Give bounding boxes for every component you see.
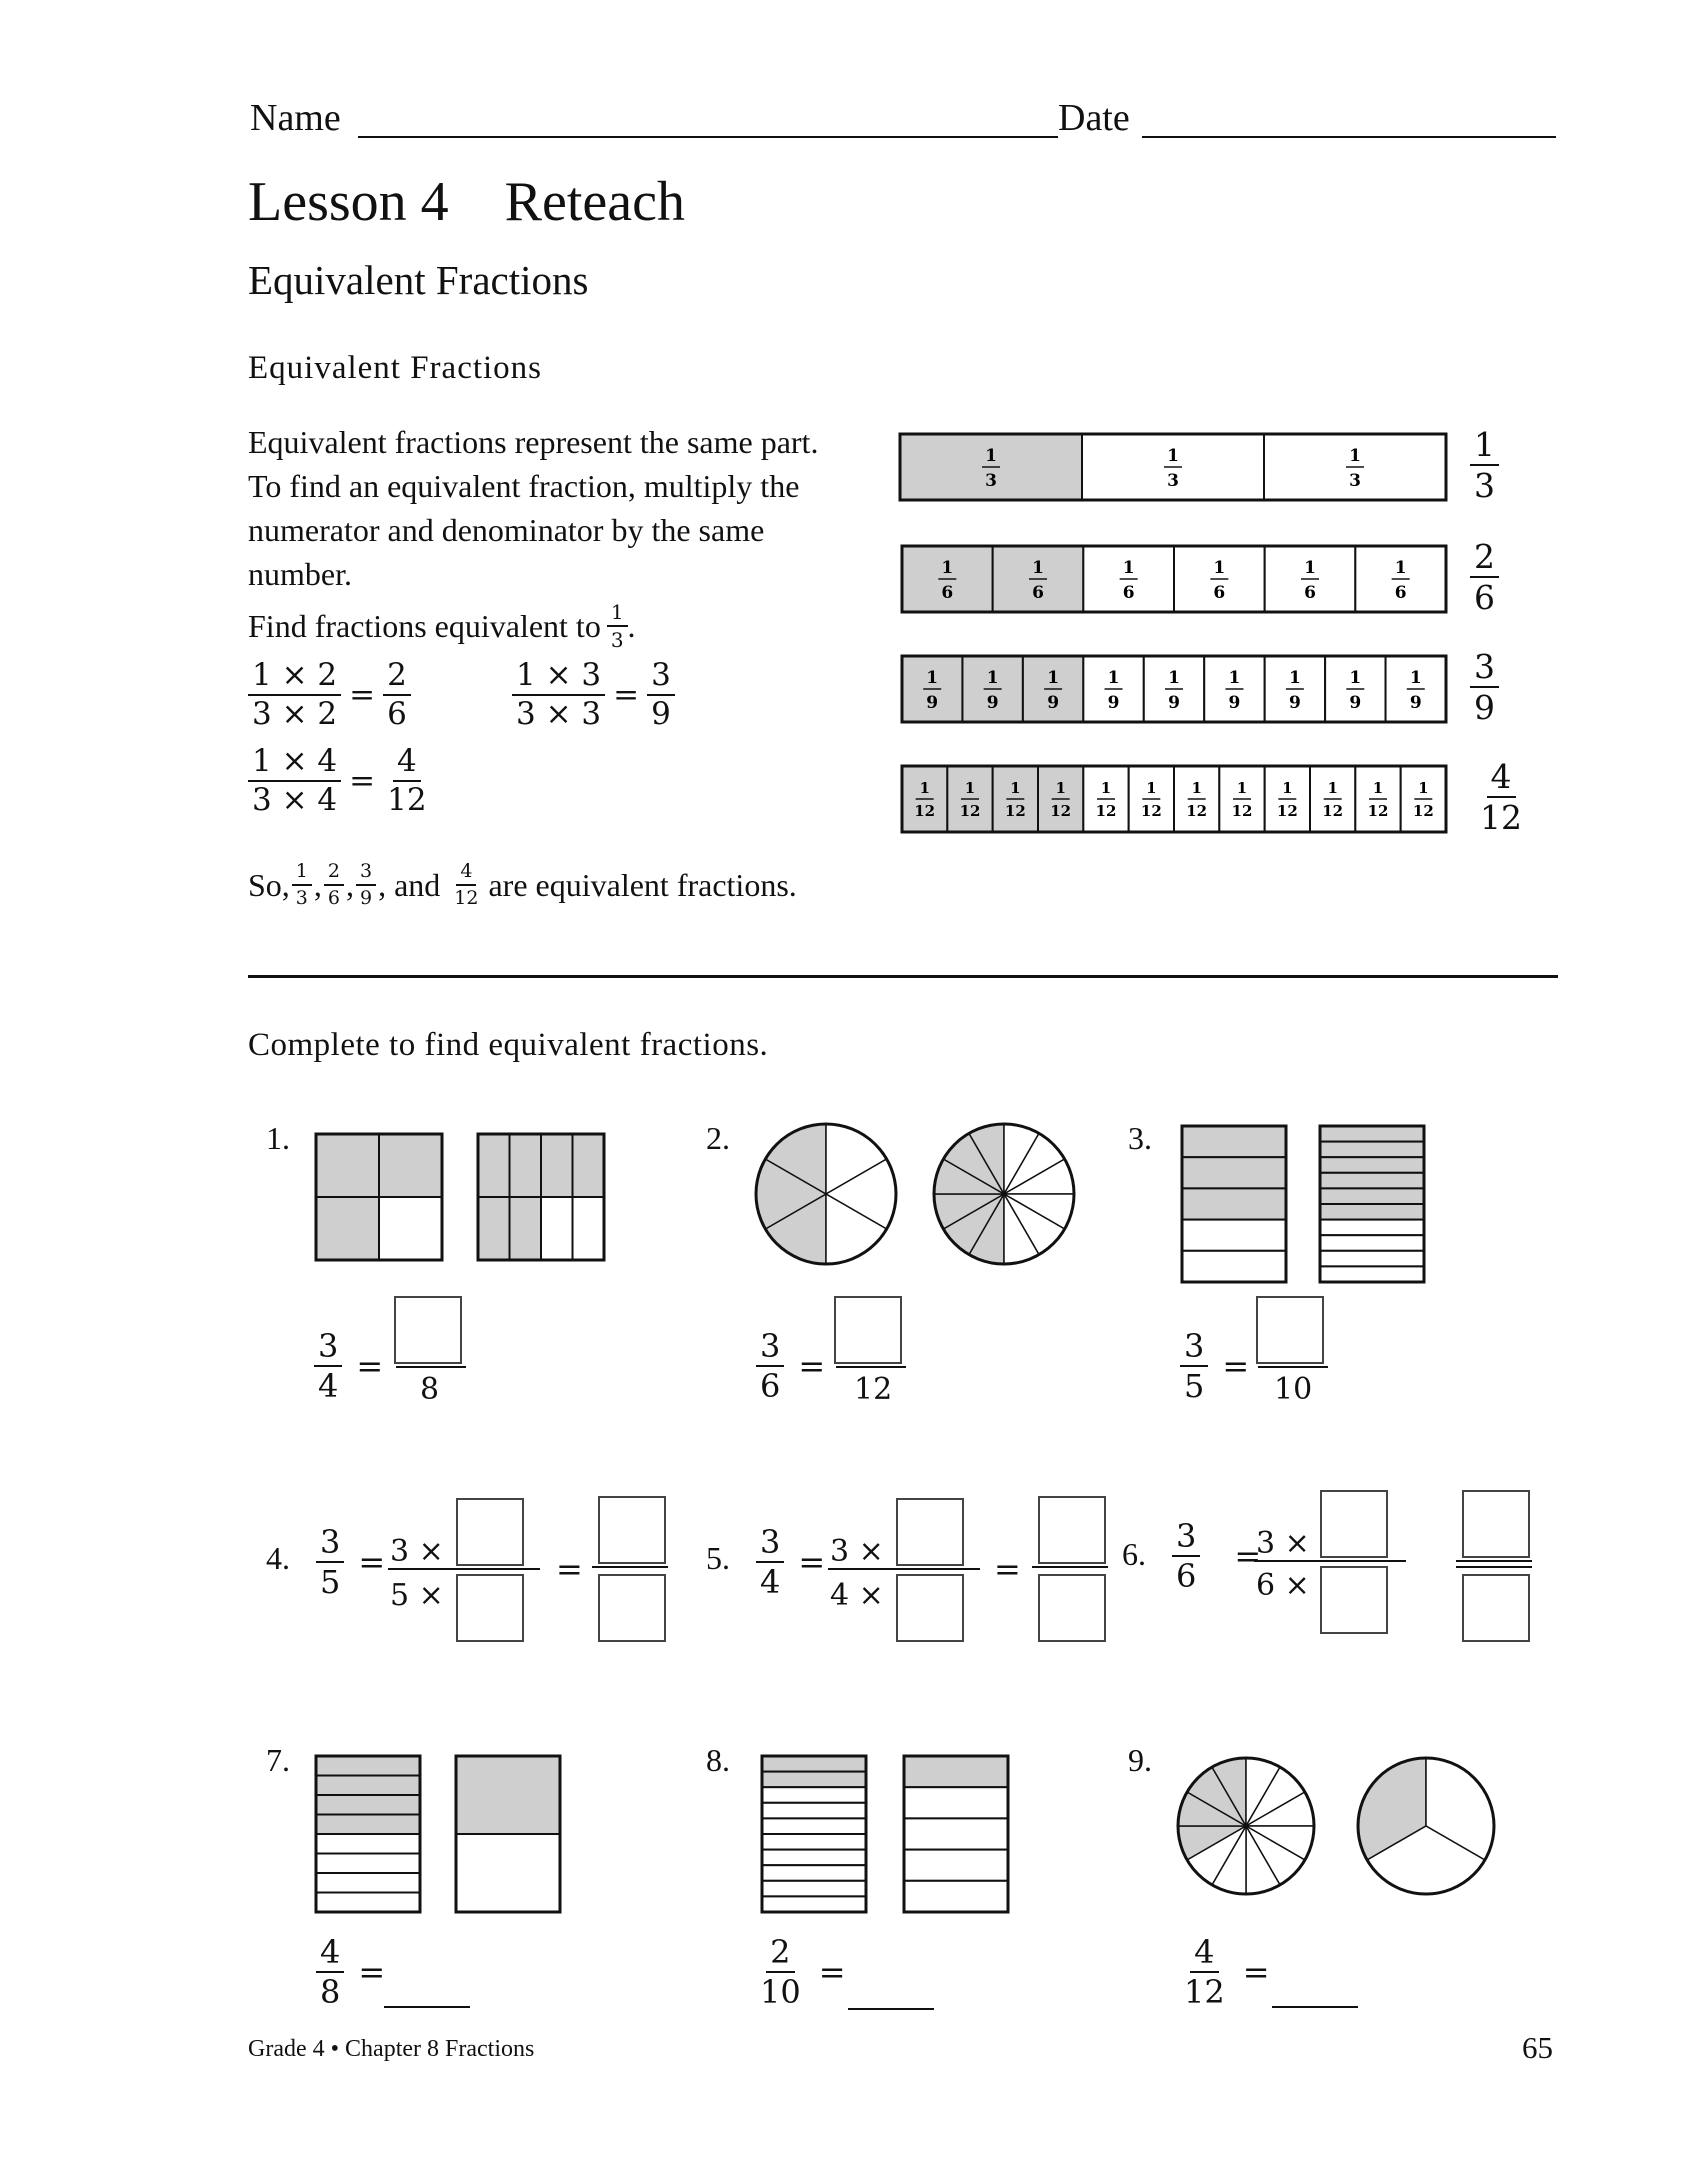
strip-cell-num: 1: [1100, 779, 1112, 797]
model-cell: [1320, 1142, 1424, 1158]
problem-1-model-a: [316, 1134, 442, 1260]
model-cell: [904, 1787, 1008, 1818]
strip-cell-num: 1: [1055, 779, 1066, 797]
fraction-bar: [1032, 1566, 1108, 1568]
result-den: 12: [387, 782, 427, 818]
result-num: 3: [647, 660, 675, 696]
given-num: 3: [316, 1526, 344, 1563]
multiplier-box-bottom[interactable]: [456, 1574, 524, 1642]
strip-cell-num: 1: [1236, 779, 1248, 797]
given-den: 6: [1176, 1557, 1197, 1595]
strip-cell-den: 12: [1186, 802, 1208, 820]
problem-5-given: [756, 1523, 826, 1601]
intro-line: Equivalent fractions represent the same part.: [248, 424, 819, 460]
target-den: 10: [1274, 1372, 1313, 1407]
strip-cell-den: 6: [1122, 583, 1135, 603]
problem-4-label: 4.: [266, 1540, 290, 1576]
given-num: 4: [316, 1936, 344, 1973]
page-number: 65: [1522, 2030, 1553, 2065]
problem-9-label: 9.: [1128, 1742, 1152, 1778]
equals-sign: =: [1242, 1953, 1270, 1991]
strip-cell-den: 9: [1228, 693, 1241, 713]
fraction-bar: [396, 1366, 466, 1368]
fraction-bar: [592, 1566, 668, 1568]
strip-label-num: 1: [1470, 428, 1499, 466]
strip-cell-num: 1: [1288, 668, 1301, 688]
given-num: 3: [756, 1526, 784, 1563]
strip-cell-num: 1: [1122, 558, 1135, 578]
model-cell: [1182, 1157, 1286, 1188]
model-cell: [1320, 1266, 1424, 1282]
model-cell: [316, 1134, 379, 1197]
strip-cell-num: 1: [941, 558, 954, 578]
answer-blank[interactable]: [384, 2006, 470, 2008]
find-line: Find fractions equivalent to $\frac{1}{3}$ .: [248, 600, 636, 652]
model-cell: [316, 1873, 420, 1893]
problem-6-label: 6.: [1122, 1536, 1146, 1572]
strip-cell-num: 1: [1349, 446, 1361, 466]
frac-num: 3: [356, 862, 376, 886]
calc-den: 3 × 2: [252, 696, 338, 732]
strip-cell-den: 6: [1304, 583, 1316, 603]
result-num: 4: [393, 746, 421, 782]
answer-box-num[interactable]: [598, 1496, 666, 1564]
strip-label-num: 4: [1487, 760, 1516, 798]
strip-cell-num: 1: [1349, 668, 1362, 688]
target-den: 8: [420, 1372, 440, 1407]
multiply-num: 3 ×: [830, 1534, 884, 1569]
strip-cell-num: 1: [1282, 779, 1293, 797]
model-cell: [316, 1815, 420, 1835]
given-num: 3: [756, 1330, 784, 1367]
multiply-den: 6 ×: [1256, 1568, 1310, 1603]
frac-num: 2: [324, 862, 344, 886]
given-den: 10: [760, 1973, 801, 2011]
so-line: So, $\frac{1}{3}$ , $\frac{2}{6}$ , $\frac{3}{9}$ , and $\frac{4}{12}$ are equivalent fractions.: [248, 860, 797, 909]
strip-cell-den: 3: [1349, 471, 1361, 491]
find-num: 1: [607, 602, 628, 627]
model-cell: [1182, 1251, 1286, 1282]
model-cell: [316, 1795, 420, 1815]
equals-sign: =: [613, 677, 640, 713]
problem-2-model-a: [756, 1124, 896, 1264]
model-cell: [1320, 1188, 1424, 1204]
strip-cell-num: 1: [1372, 779, 1384, 797]
result-den: 9: [651, 696, 671, 732]
equals-sign: =: [356, 1347, 384, 1385]
strip-cell-den: 12: [1322, 802, 1344, 820]
problem-3-label: 3.: [1128, 1120, 1152, 1156]
strip-cell-num: 1: [1010, 779, 1021, 797]
equals-sign: =: [798, 1543, 826, 1581]
multiplier-box-top[interactable]: [1320, 1490, 1388, 1558]
model-cell: [573, 1197, 605, 1260]
model-cell: [316, 1854, 420, 1874]
model-cell: [541, 1197, 573, 1260]
model-cell: [1182, 1188, 1286, 1219]
strip-cell-den: 6: [1213, 583, 1226, 603]
model-cell: [1320, 1251, 1424, 1267]
strip-cell-num: 1: [986, 668, 999, 688]
problem-5-label: 5.: [706, 1540, 730, 1576]
model-cell: [478, 1134, 510, 1197]
instruction: Complete to find equivalent fractions.: [248, 1027, 769, 1063]
given-num: 3: [314, 1330, 342, 1367]
strip-cell-den: 12: [1095, 802, 1117, 820]
model-cell: [316, 1893, 420, 1913]
strip-cell-den: 9: [926, 693, 939, 713]
model-cell: [1182, 1126, 1286, 1157]
model-cell: [762, 1772, 866, 1788]
problem-1-label: 1.: [266, 1120, 290, 1156]
answer-box-num[interactable]: [1462, 1490, 1530, 1558]
answer-box-num[interactable]: [1256, 1296, 1324, 1364]
fraction-bar: [836, 1366, 906, 1368]
given-num: 3: [1180, 1330, 1208, 1367]
fraction-bar: [1456, 1560, 1532, 1562]
multiply-num: 3 ×: [390, 1534, 444, 1569]
answer-box-num[interactable]: [1038, 1496, 1106, 1564]
problem-7-equation: [316, 1933, 386, 2011]
result-den: 6: [387, 696, 407, 732]
intro-line: numerator and denominator by the same: [248, 512, 765, 548]
strip-cell-num: 1: [919, 779, 930, 797]
given-den: 6: [760, 1367, 781, 1405]
model-cell: [1320, 1204, 1424, 1220]
find-text: Find fractions equivalent to: [248, 607, 601, 644]
strip-cell-den: 12: [1004, 802, 1026, 820]
frac-num: 4: [456, 862, 476, 886]
and-text: , and: [378, 866, 441, 903]
model-cell: [573, 1134, 605, 1197]
given-den: 4: [760, 1563, 781, 1601]
strip-cell-num: 1: [1228, 668, 1241, 688]
model-cell: [762, 1756, 866, 1772]
model-cell: [478, 1197, 510, 1260]
equals-sign: =: [349, 677, 376, 713]
multiply-den: 4 ×: [830, 1578, 884, 1613]
multiply-num: 3 ×: [1256, 1526, 1310, 1561]
problem-7-label: 7.: [266, 1742, 290, 1778]
model-cell: [904, 1881, 1008, 1912]
problem-2-label: 2.: [706, 1120, 730, 1156]
answer-blank[interactable]: [1272, 2006, 1358, 2008]
answer-blank[interactable]: [848, 2008, 934, 2010]
problem-9-model-b: [1358, 1758, 1494, 1894]
section-heading: Equivalent Fractions: [248, 350, 543, 386]
problem-1-equation: [314, 1327, 384, 1405]
strip-cell-den: 9: [1349, 693, 1362, 713]
multiply-den: 5 ×: [390, 1578, 444, 1613]
model-cell: [541, 1134, 573, 1197]
problem-2-model-b: [934, 1124, 1074, 1264]
model-cell: [762, 1787, 866, 1803]
strip-cell-den: 9: [986, 693, 999, 713]
strip-cell-num: 1: [1418, 779, 1429, 797]
lesson-title: Lesson 4 Reteach: [248, 171, 685, 233]
problem-9-model-a: [1178, 1758, 1314, 1894]
fraction-bar: [1258, 1366, 1328, 1368]
strip-cell-den: 12: [1231, 802, 1253, 820]
find-den: 3: [610, 628, 624, 652]
model-cell: [1320, 1235, 1424, 1251]
strip-cell-den: 9: [1168, 693, 1180, 713]
calc-num: 1 × 3: [512, 660, 605, 696]
answer-box-den[interactable]: [598, 1574, 666, 1642]
problem-3-equation: [1180, 1327, 1250, 1405]
date-label: Date: [1058, 97, 1130, 139]
given-num: 2: [766, 1936, 794, 1973]
equals-sign: =: [1222, 1347, 1250, 1385]
strip-label-den: 6: [1474, 578, 1495, 617]
frac-den: 3: [295, 887, 308, 909]
model-cell: [1320, 1157, 1424, 1173]
strip-cell-den: 9: [1409, 693, 1422, 713]
strip-cell-den: 12: [1050, 802, 1072, 820]
strip-cell-num: 1: [985, 446, 997, 466]
answer-box-den[interactable]: [1462, 1574, 1530, 1642]
equals-sign: =: [358, 1953, 386, 1991]
strip-cell-den: 3: [985, 471, 997, 491]
name-label: Name: [250, 97, 341, 139]
answer-box-num[interactable]: [834, 1296, 902, 1364]
problem-7-model-b: [456, 1756, 560, 1912]
strip-cell-den: 12: [1140, 802, 1162, 820]
given-den: 8: [320, 1973, 341, 2011]
strip-cell-num: 1: [1394, 558, 1407, 578]
model-cell: [456, 1834, 560, 1912]
given-den: 12: [1184, 1973, 1225, 2011]
frac-num: 1: [292, 862, 312, 886]
answer-box-num[interactable]: [394, 1296, 462, 1364]
model-cell: [379, 1197, 442, 1260]
model-cell: [316, 1197, 379, 1260]
result-num: 2: [383, 660, 411, 696]
strip-cell-num: 1: [1168, 668, 1180, 688]
so-tail-text: are equivalent fractions.: [488, 866, 797, 903]
answer-box-den[interactable]: [1038, 1574, 1106, 1642]
given-num: 3: [1172, 1520, 1200, 1557]
multiplier-box-top[interactable]: [456, 1498, 524, 1566]
calc-den: 3 × 3: [516, 696, 602, 732]
problem-8-label: 8.: [706, 1742, 730, 1778]
strip-cell-den: 12: [1367, 802, 1389, 820]
given-den: 5: [1184, 1367, 1205, 1405]
problem-4-given: [316, 1523, 386, 1601]
problem-8-model-a: [762, 1756, 866, 1912]
model-cell: [456, 1756, 560, 1834]
target-den: 12: [854, 1372, 893, 1407]
strip-cell-num: 1: [1146, 779, 1157, 797]
given-den: 5: [320, 1563, 341, 1601]
strip-cell-num: 1: [1409, 668, 1422, 688]
given-num: 4: [1190, 1936, 1218, 1973]
multiplier-box-bottom[interactable]: [1320, 1566, 1388, 1634]
frac-den: 12: [454, 887, 479, 909]
strip-cell-num: 1: [1032, 558, 1044, 578]
subtitle: Equivalent Fractions: [248, 257, 589, 303]
model-cell: [762, 1850, 866, 1866]
problem-1-model-b: [478, 1134, 604, 1260]
fraction-bar: [1456, 1566, 1532, 1568]
strip-cell-den: 6: [1394, 583, 1407, 603]
frac-den: 6: [327, 887, 340, 909]
strip-cell-den: 9: [1288, 693, 1301, 713]
model-cell: [316, 1756, 420, 1776]
strip-label-den: 9: [1474, 688, 1495, 727]
strip-cell-num: 1: [1107, 668, 1120, 688]
problem-3-model-a: [1182, 1126, 1286, 1282]
multiplier-box-top[interactable]: [896, 1498, 964, 1566]
frac-den: 9: [359, 887, 373, 909]
equals-sign: =: [349, 763, 376, 799]
so-text: So,: [248, 866, 290, 903]
strip-cell-num: 1: [1327, 779, 1338, 797]
model-cell: [1320, 1126, 1424, 1142]
model-cell: [762, 1865, 866, 1881]
strip-label-den: 3: [1474, 466, 1495, 505]
strip-cell-num: 1: [964, 779, 976, 797]
problem-7-model-a: [316, 1756, 420, 1912]
calc-num: 1 × 4: [248, 746, 341, 782]
strip-cell-num: 1: [1167, 446, 1179, 466]
strip-cell-den: 9: [1107, 693, 1120, 713]
given-den: 4: [318, 1367, 339, 1405]
model-cell: [1320, 1173, 1424, 1189]
equals-sign: =: [1234, 1537, 1262, 1575]
problem-8-equation: [756, 1933, 846, 2011]
strip-cell-den: 3: [1167, 471, 1179, 491]
strip-cell-den: 6: [1032, 583, 1044, 603]
fraction-bar: [388, 1568, 540, 1570]
calc-den: 3 × 4: [252, 782, 338, 818]
model-cell: [510, 1197, 542, 1260]
model-cell: [379, 1134, 442, 1197]
model-cell: [904, 1756, 1008, 1787]
problem-8-model-b: [904, 1756, 1008, 1912]
model-cell: [762, 1818, 866, 1834]
equals-sign: =: [818, 1953, 846, 1991]
model-cell: [316, 1776, 420, 1796]
strip-cell-den: 9: [1047, 693, 1060, 713]
problem-9-equation: [1180, 1933, 1270, 2011]
strip-cell-den: 12: [1412, 802, 1434, 820]
strip-label-num: 2: [1470, 540, 1499, 578]
equals-sign: =: [994, 1550, 1021, 1588]
strip-cell-den: 6: [941, 583, 954, 603]
equals-sign: =: [358, 1543, 386, 1581]
model-cell: [1182, 1220, 1286, 1251]
strip-cell-den: 12: [1276, 802, 1298, 820]
problem-2-equation: [756, 1327, 826, 1405]
model-cell: [316, 1834, 420, 1854]
strip-cell-den: 12: [959, 802, 981, 820]
multiplier-box-bottom[interactable]: [896, 1574, 964, 1642]
footer-text: Grade 4 • Chapter 8 Fractions: [248, 2036, 535, 2062]
strip-cell-den: 12: [914, 802, 936, 820]
strip-label-den: 12: [1480, 798, 1522, 837]
model-cell: [904, 1850, 1008, 1881]
equals-sign: =: [556, 1550, 583, 1588]
strip-cell-num: 1: [1213, 558, 1226, 578]
intro-line: To find an equivalent fraction, multiply the: [248, 468, 800, 504]
model-cell: [762, 1834, 866, 1850]
intro-line: number.: [248, 556, 352, 592]
problem-3-model-b: [1320, 1126, 1424, 1282]
strip-label-num: 3: [1470, 650, 1499, 688]
problem-6-given: [1172, 1517, 1262, 1595]
equals-sign: =: [798, 1347, 826, 1385]
fraction-bar: [828, 1568, 980, 1570]
strip-cell-num: 1: [1191, 779, 1202, 797]
model-cell: [762, 1881, 866, 1897]
strip-cell-num: 1: [1304, 558, 1316, 578]
calc-num: 1 × 2: [248, 660, 341, 696]
model-cell: [510, 1134, 542, 1197]
model-cell: [762, 1896, 866, 1912]
model-cell: [904, 1818, 1008, 1849]
model-cell: [762, 1803, 866, 1819]
fraction-bar: [1254, 1560, 1406, 1562]
strip-cell-num: 1: [926, 668, 939, 688]
strip-cell-num: 1: [1047, 668, 1060, 688]
model-cell: [1320, 1220, 1424, 1236]
